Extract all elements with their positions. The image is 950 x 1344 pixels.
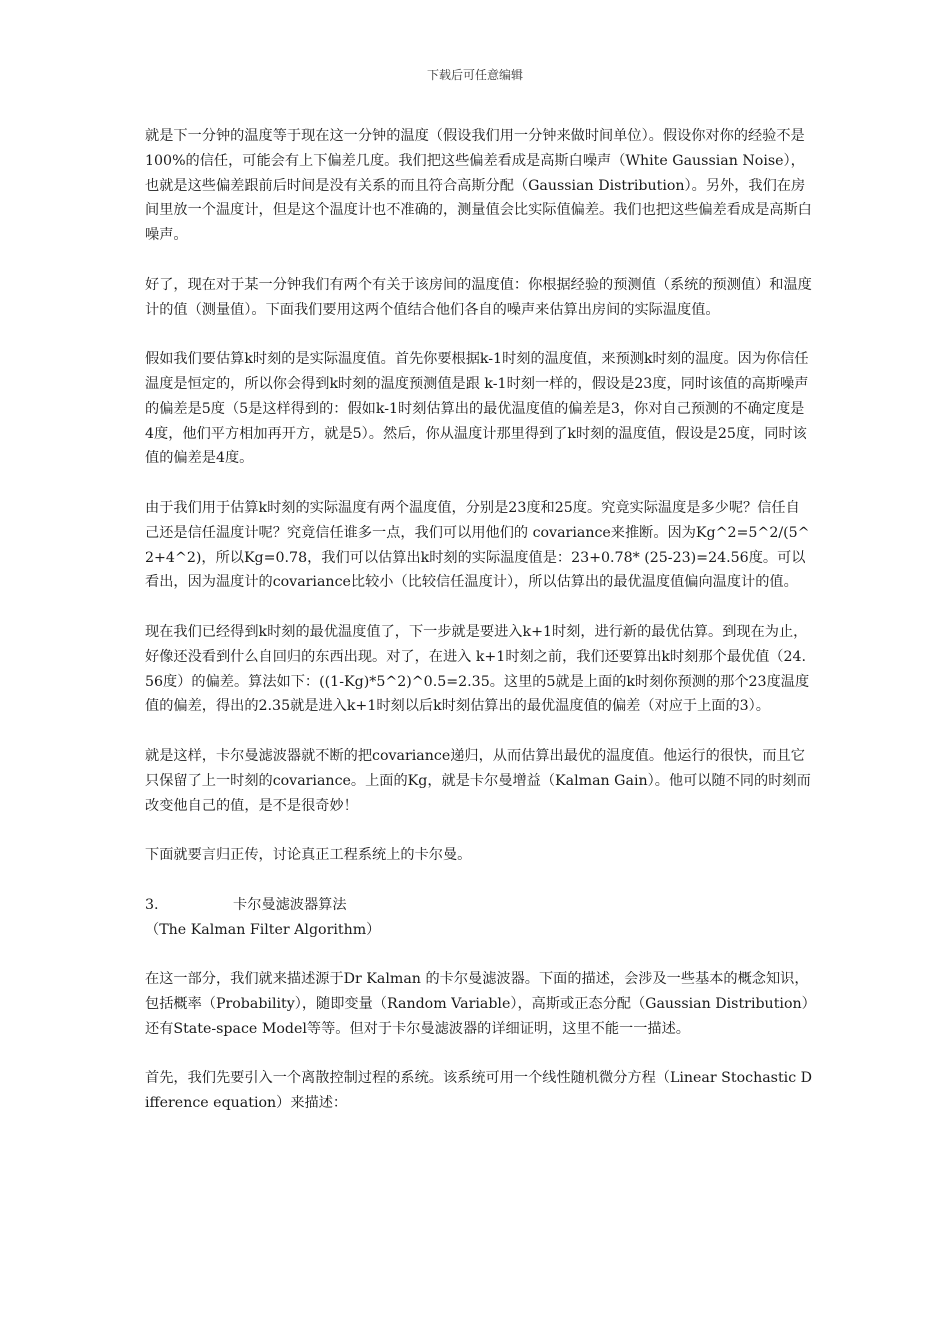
page-header: 下载后可任意编辑 (426, 68, 523, 82)
document-body (145, 124, 813, 1116)
section-title: 卡尔曼滤波器算法 (233, 896, 347, 913)
paragraph: 首先，我们先要引入一个离散控制过程的系统。该系统可用一个线性随机微分方程（Linear Stochastic Difference equation）来描述： (145, 1070, 813, 1112)
paragraph: 现在我们已经得到k时刻的最优温度值了，下一步就是要进入k+1时刻，进行新的最优估算。到现在为止，好像还没看到什么自回归的东西出现。对了，在进入 k+1时刻之前，我们还要算出k时刻那个最优值（24.56度）的偏差。算法如下：((1-Kg)*5^2)^0.5=2.35。这里的5就是上面的k时刻你预测的那个23度温度值的偏差，得出的2.35就是进入k+1时刻以后k时刻估算出的最优温度值的偏差（对应于上面的3）。 (145, 623, 810, 715)
paragraph: 在这一部分，我们就来描述源于Dr Kalman 的卡尔曼滤波器。下面的描述，会涉及一些基本的概念知识，包括概率（Probability），随即变量（Random Variable），高斯或正态分配（Gaussian Distribution）还有State-space Model等等。但对于卡尔曼滤波器的详细证明，这里不能一一描述。 (145, 971, 809, 1037)
section-heading (145, 893, 813, 918)
paragraph: 就是下一分钟的温度等于现在这一分钟的温度（假设我们用一分钟来做时间单位）。假设你对你的经验不是100%的信任，可能会有上下偏差几度。我们把这些偏差看成是高斯白噪声（White Gaussian Noise），也就是这些偏差跟前后时间是没有关系的而且符合高斯分配（Gaussian Distribution）。另外，我们在房间里放一个温度计，但是这个温度计也不准确的，测量值会比实际值偏差。我们也把这些偏差看成是高斯白噪声。 (145, 128, 812, 244)
paragraph: 就是这样，卡尔曼滤波器就不断的把covariance递归，从而估算出最优的温度值。他运行的很快，而且它只保留了上一时刻的covariance。上面的Kg，就是卡尔曼增益（Kalman Gain）。他可以随不同的时刻而改变他自己的值，是不是很奇妙！ (145, 747, 811, 814)
paragraph: 由于我们用于估算k时刻的实际温度有两个温度值，分别是23度和25度。究竟实际温度是多少呢？信任自己还是信任温度计呢？究竟信任谁多一点，我们可以用他们的 covariance来推断。因为Kg^2=5^2/(5^2+4^2)，所以Kg=0.78，我们可以估算出k时刻的实际温度值是：23+0.78* (25-23)=24.56度。可以看出，因为温度计的covariance比较小（比较信任温度计），所以估算出的最优温度值偏向温度计的值。 (145, 499, 810, 591)
section-number: 3. (145, 896, 159, 913)
paragraph: 假如我们要估算k时刻的是实际温度值。首先你要根据k-1时刻的温度值，来预测k时刻的温度。因为你信任温度是恒定的，所以你会得到k时刻的温度预测值是跟 k-1时刻一样的，假设是23度，同时该值的高斯噪声的偏差是5度（5是这样得到的：假如k-1时刻估算出的最优温度值的偏差是3，你对自己预测的不确定度是4度，他们平方相加再开方，就是5）。然后，你从温度计那里得到了k时刻的温度值，假设是25度，同时该值的偏差是4度。 (145, 351, 809, 467)
paragraph: 下面就要言归正传，讨论真正工程系统上的卡尔曼。 (145, 847, 472, 864)
section-subtitle: （The Kalman Filter Algorithm） (145, 921, 381, 938)
paragraph: 好了，现在对于某一分钟我们有两个有关于该房间的温度值：你根据经验的预测值（系统的预测值）和温度计的值（测量值）。下面我们要用这两个值结合他们各自的噪声来估算出房间的实际温度值。 (145, 276, 812, 318)
